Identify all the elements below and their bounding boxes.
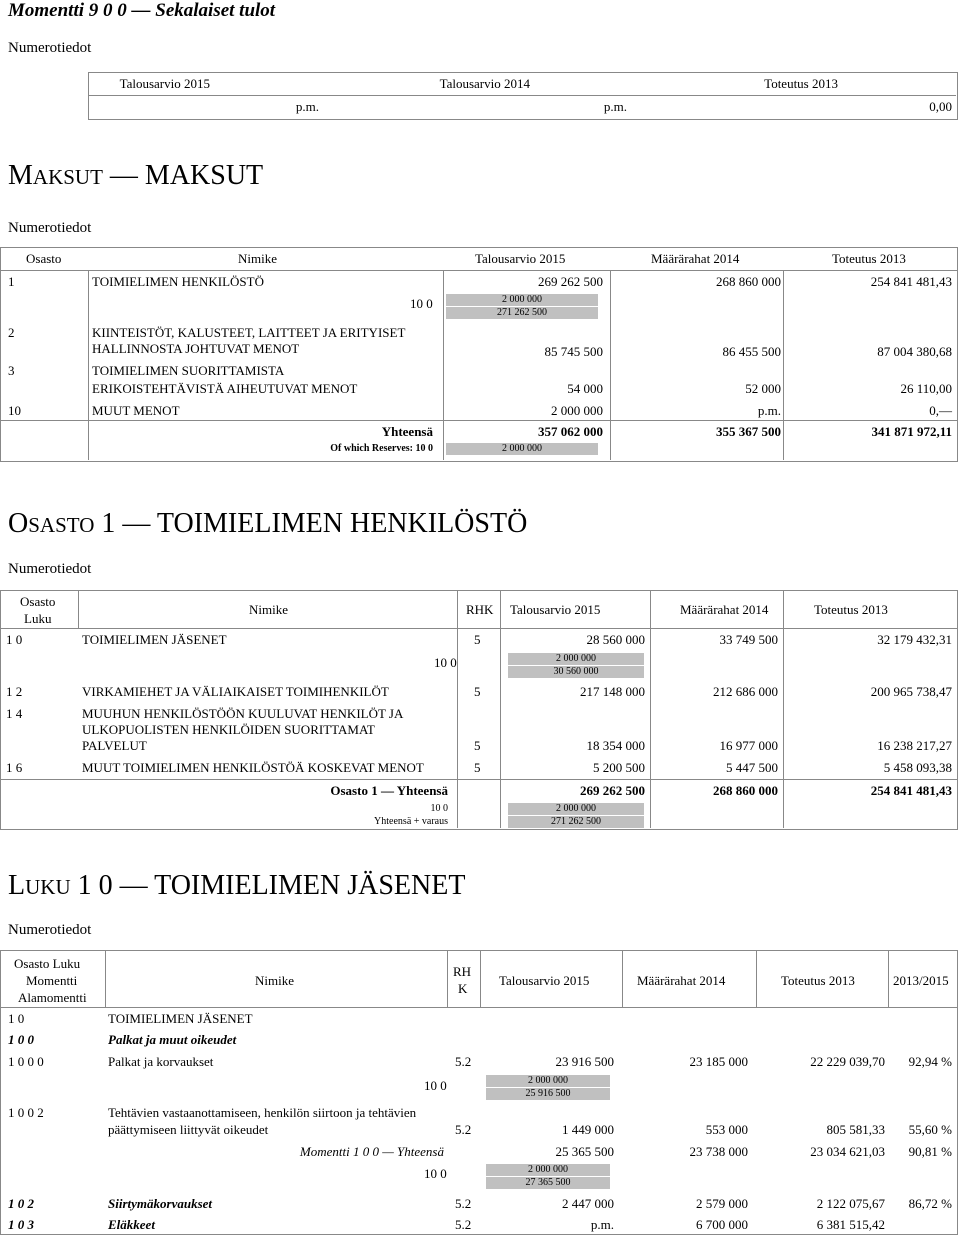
luku-row5-tot: 2 122 075,67 xyxy=(816,1196,885,1211)
luku-row5-code: 1 0 2 xyxy=(8,1196,34,1211)
luku-row5-rhk: 5.2 xyxy=(455,1196,472,1211)
luku-row4-mr: 553 000 xyxy=(705,1122,748,1137)
osasto-total-ta: 269 262 500 xyxy=(580,783,645,798)
osasto-row2-ta: 217 148 000 xyxy=(580,684,645,699)
luku-row6-code: 1 0 3 xyxy=(8,1217,34,1232)
osasto-row1-nimike: TOIMIELIMEN JÄSENET xyxy=(82,632,227,647)
luku-row6-ta: p.m. xyxy=(590,1217,614,1232)
maksut-header-ta2015: Talousarvio 2015 xyxy=(475,251,566,266)
osasto-res-label: Yhteensä + varaus xyxy=(374,816,448,827)
luku-res1-bar2: 25 916 500 xyxy=(486,1088,610,1100)
maksut-reserve-bar2: 271 262 500 xyxy=(446,307,598,319)
luku-header-alamomentti: Alamomentti xyxy=(18,990,87,1005)
osasto-row1-ta: 28 560 000 xyxy=(586,632,645,647)
maksut-row4-mr: p.m. xyxy=(757,403,781,418)
luku-mtot-mr: 23 738 000 xyxy=(689,1144,748,1159)
maksut-row2-tot: 87 004 380,68 xyxy=(877,344,952,359)
osasto-row4-ta: 5 200 500 xyxy=(593,760,645,775)
maksut-header-tot2013: Toteutus 2013 xyxy=(832,251,906,266)
luku-header-mr2014: Määrärahat 2014 xyxy=(637,973,726,988)
luku-row2-nimike: Palkat ja muut oikeudet xyxy=(108,1032,237,1047)
luku-row1-code: 1 0 xyxy=(8,1011,25,1026)
osasto-row2-luku: 1 2 xyxy=(6,684,23,699)
luku-row5-nimike: Siirtymäkorvaukset xyxy=(108,1196,213,1211)
luku-row4-ta: 1 449 000 xyxy=(562,1122,614,1137)
osasto-reserve-bar2: 30 560 000 xyxy=(508,666,644,678)
luku-row4-nimike: Tehtävien vastaanottamiseen, henkilön siirtoon ja tehtävien xyxy=(108,1105,417,1120)
osasto-header-nimike: Nimike xyxy=(249,602,288,617)
osasto-title: OSASTO 1 — TOIMIELIMEN HENKILÖSTÖ xyxy=(8,508,528,539)
osasto-title-rest: 1 — TOIMIELIMEN HENKILÖSTÖ xyxy=(101,508,528,539)
numerotiedot-label-4: Numerotiedot xyxy=(8,922,92,938)
luku-row2-code: 1 0 0 xyxy=(8,1032,34,1047)
luku-title: LUKU 1 0 — TOIMIELIMEN JÄSENET xyxy=(8,870,466,901)
maksut-row1-nimike: TOIMIELIMEN HENKILÖSTÖ xyxy=(92,274,264,289)
luku-row5-pct: 86,72 % xyxy=(908,1196,952,1211)
luku-row3-rhk: 5.2 xyxy=(455,1054,472,1069)
maksut-row1-tot: 254 841 481,43 xyxy=(870,274,952,289)
s1-header-ta2015: Talousarvio 2015 xyxy=(119,76,210,91)
maksut-row3-ta: 54 000 xyxy=(567,381,603,396)
luku-row3-ta: 23 916 500 xyxy=(555,1054,614,1069)
osasto-res-bar1: 2 000 000 xyxy=(508,803,644,815)
luku-header-rh: RH xyxy=(453,964,472,979)
maksut-row4-ta: 2 000 000 xyxy=(551,403,603,418)
luku-res2-code: 10 0 xyxy=(424,1166,447,1181)
luku-row4-tot: 805 581,33 xyxy=(826,1122,885,1137)
osasto-row2-tot: 200 965 738,47 xyxy=(870,684,952,699)
osasto-row3-ta: 18 354 000 xyxy=(586,738,645,753)
osasto-reserve-bar1: 2 000 000 xyxy=(508,653,644,665)
osasto-res-code: 10 0 xyxy=(430,803,448,814)
s1-value-tot2013: 0,00 xyxy=(929,99,952,114)
momentti-title: Momentti 9 0 0 — Sekalaiset tulot xyxy=(8,0,276,21)
osasto-header-mr2014: Määrärahat 2014 xyxy=(680,602,769,617)
osasto-total-tot: 254 841 481,43 xyxy=(870,783,952,798)
maksut-row2-nimike: KIINTEISTÖT, KALUSTEET, LAITTEET JA ERITYISET xyxy=(92,325,406,340)
luku-mtot-label: Momentti 1 0 0 — Yhteensä xyxy=(299,1144,444,1159)
luku-header-ratio: 2013/2015 xyxy=(893,973,949,988)
luku-res1-code: 10 0 xyxy=(424,1078,447,1093)
osasto-header-rhk: RHK xyxy=(466,602,494,617)
luku-mtot-ta: 25 365 500 xyxy=(555,1144,614,1159)
luku-header-osasto-luku: Osasto Luku xyxy=(14,956,81,971)
luku-header-nimike: Nimike xyxy=(255,973,294,988)
s1-value-ta2014: p.m. xyxy=(603,99,627,114)
luku-row3-pct: 92,94 % xyxy=(908,1054,952,1069)
luku-row4-rhk: 5.2 xyxy=(455,1122,472,1137)
maksut-row2-osasto: 2 xyxy=(8,325,15,340)
maksut-row2-nimike2: HALLINNOSTA JOHTUVAT MENOT xyxy=(92,341,300,356)
numerotiedot-label-3: Numerotiedot xyxy=(8,561,92,577)
maksut-title: MAKSUT — MAKSUT xyxy=(8,160,264,191)
maksut-row1-ta: 269 262 500 xyxy=(538,274,603,289)
luku-res2-bar1: 2 000 000 xyxy=(486,1164,610,1176)
luku-title-rest: 1 0 — TOIMIELIMEN JÄSENET xyxy=(77,870,466,901)
luku-row4-nimike2: päättymiseen liittyvät oikeudet xyxy=(108,1122,269,1137)
maksut-total-ta: 357 062 000 xyxy=(538,424,603,439)
osasto-row3-mr: 16 977 000 xyxy=(719,738,778,753)
osasto-row3-nimike3: PALVELUT xyxy=(82,738,147,753)
maksut-header-osasto: Osasto xyxy=(26,251,62,266)
osasto-row3-luku: 1 4 xyxy=(6,706,23,721)
osasto-res-bar2: 271 262 500 xyxy=(508,816,644,828)
s1-header-tot2013: Toteutus 2013 xyxy=(764,76,838,91)
maksut-row3-tot: 26 110,00 xyxy=(900,381,952,396)
maksut-row4-nimike: MUUT MENOT xyxy=(92,403,180,418)
osasto-row1-tot: 32 179 432,31 xyxy=(877,632,952,647)
luku-header-tot2013: Toteutus 2013 xyxy=(781,973,855,988)
luku-row3-tot: 22 229 039,70 xyxy=(810,1054,885,1069)
maksut-row3-nimike2: ERIKOISTEHTÄVISTÄ AIHEUTUVAT MENOT xyxy=(92,381,358,396)
osasto-row1-mr: 33 749 500 xyxy=(719,632,778,647)
maksut-header-nimike: Nimike xyxy=(238,251,277,266)
s1-value-ta2015: p.m. xyxy=(295,99,319,114)
luku-header-k: K xyxy=(458,981,468,996)
maksut-row1-mr: 268 860 000 xyxy=(716,274,781,289)
osasto-row1-luku: 1 0 xyxy=(6,632,23,647)
osasto-row3-nimike: MUUHUN HENKILÖSTÖÖN KUULUVAT HENKILÖT JA xyxy=(82,706,404,721)
luku-row6-mr: 6 700 000 xyxy=(696,1217,748,1232)
luku-row3-code: 1 0 0 0 xyxy=(8,1054,44,1069)
osasto-row4-rhk: 5 xyxy=(474,760,481,775)
luku-res1-bar1: 2 000 000 xyxy=(486,1075,610,1087)
luku-mtot-pct: 90,81 % xyxy=(908,1144,952,1159)
luku-res2-bar2: 27 365 500 xyxy=(486,1177,610,1189)
maksut-title-rest: — MAKSUT xyxy=(109,160,264,191)
osasto-row3-nimike2: ULKOPUOLISTEN HENKILÖIDEN SUORITTAMAT xyxy=(82,722,375,737)
maksut-row4-tot: 0,— xyxy=(929,403,952,418)
maksut-row4-osasto: 10 xyxy=(8,403,21,418)
maksut-row3-nimike: TOIMIELIMEN SUORITTAMISTA xyxy=(92,363,285,378)
osasto-row4-mr: 5 447 500 xyxy=(726,760,778,775)
luku-header-ta2015: Talousarvio 2015 xyxy=(499,973,590,988)
maksut-of-which-bar: 2 000 000 xyxy=(446,443,598,455)
osasto-total-label: Osasto 1 — Yhteensä xyxy=(330,783,448,798)
maksut-row3-osasto: 3 xyxy=(8,363,15,378)
maksut-reserve-bar1: 2 000 000 xyxy=(446,294,598,306)
maksut-row1-osasto: 1 xyxy=(8,274,15,289)
osasto-row2-rhk: 5 xyxy=(474,684,481,699)
numerotiedot-label-2: Numerotiedot xyxy=(8,220,92,236)
maksut-row2-mr: 86 455 500 xyxy=(722,344,781,359)
luku-row5-mr: 2 579 000 xyxy=(696,1196,748,1211)
osasto-header-tot2013: Toteutus 2013 xyxy=(814,602,888,617)
maksut-row3-mr: 52 000 xyxy=(745,381,781,396)
numerotiedot-label: Numerotiedot xyxy=(8,40,92,56)
luku-row6-nimike: Eläkkeet xyxy=(108,1217,155,1232)
s1-header-ta2014: Talousarvio 2014 xyxy=(439,76,530,91)
maksut-total-mr: 355 367 500 xyxy=(716,424,781,439)
maksut-reserve-code: 10 0 xyxy=(410,296,433,311)
osasto-row2-nimike: VIRKAMIEHET JA VÄLIAIKAISET TOIMIHENKILÖT xyxy=(82,684,389,699)
luku-row6-tot: 6 381 515,42 xyxy=(816,1217,885,1232)
luku-row3-mr: 23 185 000 xyxy=(689,1054,748,1069)
maksut-header-mr2014: Määrärahat 2014 xyxy=(651,251,740,266)
luku-row1-nimike: TOIMIELIMEN JÄSENET xyxy=(108,1011,253,1026)
luku-row4-code: 1 0 0 2 xyxy=(8,1105,44,1120)
maksut-total-tot: 341 871 972,11 xyxy=(871,424,952,439)
luku-table xyxy=(0,950,958,1235)
osasto-row4-tot: 5 458 093,38 xyxy=(883,760,952,775)
luku-row3-nimike: Palkat ja korvaukset xyxy=(108,1054,214,1069)
luku-row6-rhk: 5.2 xyxy=(455,1217,472,1232)
osasto-row4-luku: 1 6 xyxy=(6,760,23,775)
osasto-header-osasto: Osasto xyxy=(20,594,56,609)
osasto-total-mr: 268 860 000 xyxy=(713,783,778,798)
luku-mtot-tot: 23 034 621,03 xyxy=(810,1144,885,1159)
osasto-header-luku: Luku xyxy=(24,611,52,626)
maksut-of-which-label: Of which Reserves: 10 0 xyxy=(330,443,433,454)
maksut-row2-ta: 85 745 500 xyxy=(544,344,603,359)
maksut-total-label: Yhteensä xyxy=(381,424,433,439)
osasto-row3-rhk: 5 xyxy=(474,738,481,753)
maksut-title-m: M xyxy=(8,160,33,191)
osasto-row4-nimike: MUUT TOIMIELIMEN HENKILÖSTÖÄ KOSKEVAT MENOT xyxy=(82,760,424,775)
luku-header-momentti: Momentti xyxy=(26,973,78,988)
osasto-row2-mr: 212 686 000 xyxy=(713,684,778,699)
osasto-header-ta2015: Talousarvio 2015 xyxy=(510,602,601,617)
luku-row4-pct: 55,60 % xyxy=(908,1122,952,1137)
luku-row5-ta: 2 447 000 xyxy=(562,1196,614,1211)
osasto-row3-tot: 16 238 217,27 xyxy=(877,738,952,753)
osasto-row1-rhk: 5 xyxy=(474,632,481,647)
osasto-reserve-code: 10 0 xyxy=(434,655,457,670)
